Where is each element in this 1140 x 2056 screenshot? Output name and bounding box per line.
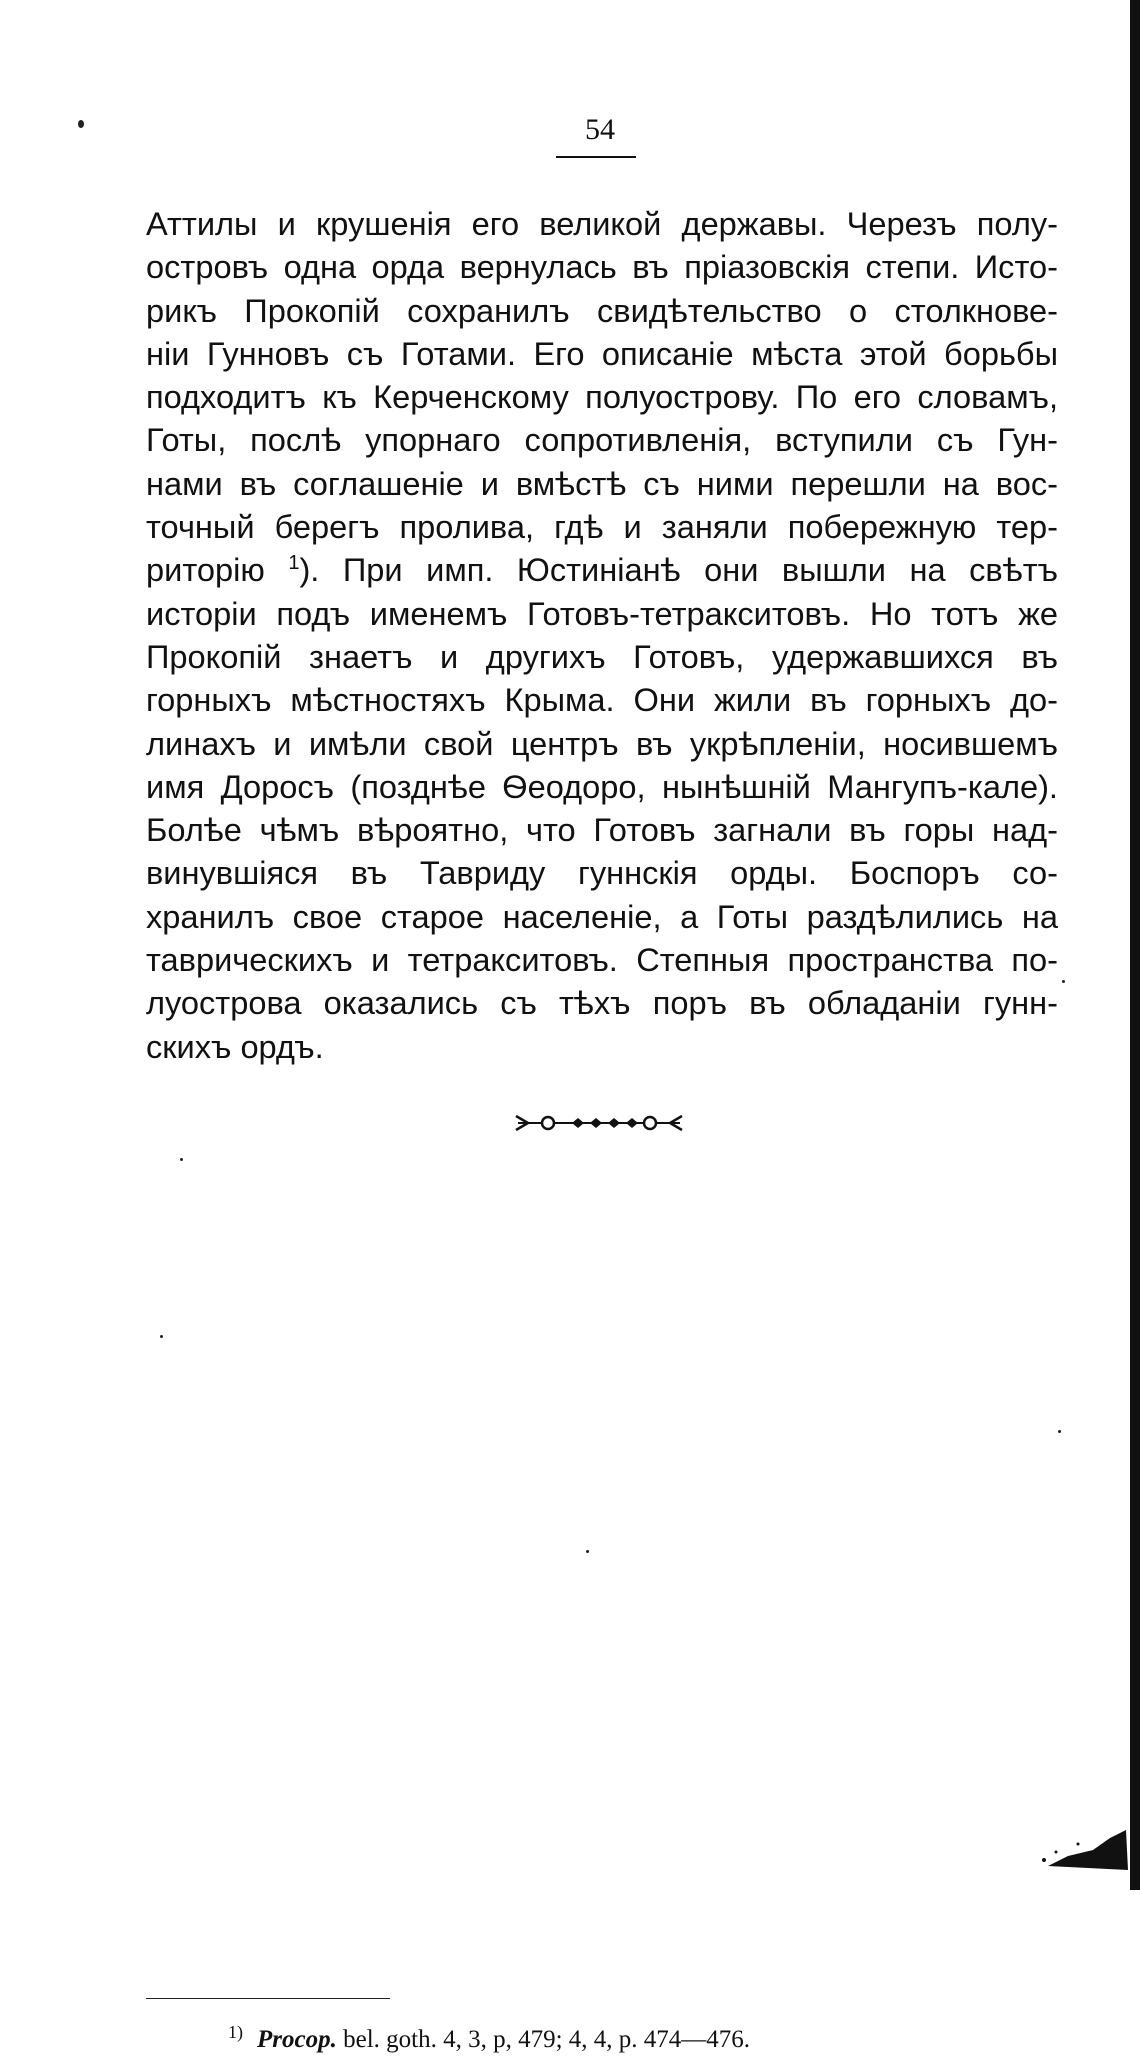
text-line: хранилъ свое старое населеніе, а Готы раздѣлились на: [146, 897, 1058, 935]
text-line: Аттилы и крушенія его великой державы. Черезъ полу-: [146, 205, 1058, 242]
text-line: Болѣе чѣмъ вѣроятно, что Готовъ загнали въ горы над-: [146, 811, 1058, 849]
text-line: горныхъ мѣстностяхъ Крыма. Они жили въ горныхъ до-: [146, 681, 1058, 719]
main-text: [146, 202, 1058, 1068]
text-line: точный берегъ пролива, гдѣ и заняли побережную тер-: [146, 508, 1058, 546]
text-fragment: риторію: [146, 551, 265, 589]
text-line: рикъ Прокопій сохранилъ свидѣтельство о столкнове-: [146, 291, 1058, 329]
footnote: [228, 2024, 750, 2056]
scan-speck: [1062, 980, 1065, 983]
scan-speck: [160, 1335, 163, 1338]
page-number-underline: [556, 156, 636, 158]
scan-speck: [586, 1550, 589, 1553]
text-line-with-footnote-ref: [146, 548, 1058, 591]
text-line: Готы, послѣ упорнаго сопротивленія, вступили съ Гун-: [146, 421, 1058, 459]
text-line: имя Доросъ (позднѣе Ѳеодоро, нынѣшній Мангупъ-кале).: [146, 767, 1058, 805]
text-line: нами въ соглашеніе и вмѣстѣ съ ними перешли на вос-: [146, 464, 1058, 502]
text-line: линахъ и имѣли свой центръ въ укрѣпленіи, носившемъ: [146, 724, 1058, 762]
scan-speck: [78, 120, 84, 128]
text-fragment: ). При имп. Юстиніанѣ они вышли на свѣтъ: [299, 551, 1058, 589]
scan-speck: [180, 1158, 183, 1161]
text-line: Прокопій знаетъ и другихъ Готовъ, удержавшихся въ: [146, 637, 1058, 675]
text-line: винувшіяся въ Тавриду гуннскія орды. Боспоръ со-: [146, 854, 1058, 892]
text-line: таврическихъ и тетракситовъ. Степныя пространства по-: [146, 941, 1058, 979]
page-number: 54: [585, 113, 615, 146]
text-line: ніи Гунновъ съ Готами. Его описаніе мѣста этой борьбы: [146, 334, 1058, 372]
footnote-citation: bel. goth. 4, 3, p, 479; 4, 4, p. 474—476.: [343, 2026, 751, 2053]
ornament-divider: [514, 1113, 684, 1133]
footnote-separator: [146, 1998, 390, 1999]
footnote-marker: 1): [228, 2022, 243, 2042]
text-line: скихъ ордъ.: [146, 1027, 324, 1065]
scan-corner-noise: [1038, 1826, 1128, 1870]
footnote-reference[interactable]: 1: [288, 552, 300, 575]
scan-edge: [1130, 0, 1140, 1890]
text-line: исторіи подъ именемъ Готовъ-тетракситовъ. Но тотъ же: [146, 594, 1058, 632]
text-line: луострова оказались съ тѣхъ поръ въ обладаніи гунн-: [146, 984, 1058, 1022]
text-line: островъ одна орда вернулась въ пріазовскія степи. Исто-: [146, 248, 1058, 286]
footnote-author: Procop.: [257, 2026, 337, 2053]
scan-speck: [1058, 1430, 1061, 1433]
text-line: подходитъ къ Керченскому полуострову. По его словамъ,: [146, 378, 1058, 416]
